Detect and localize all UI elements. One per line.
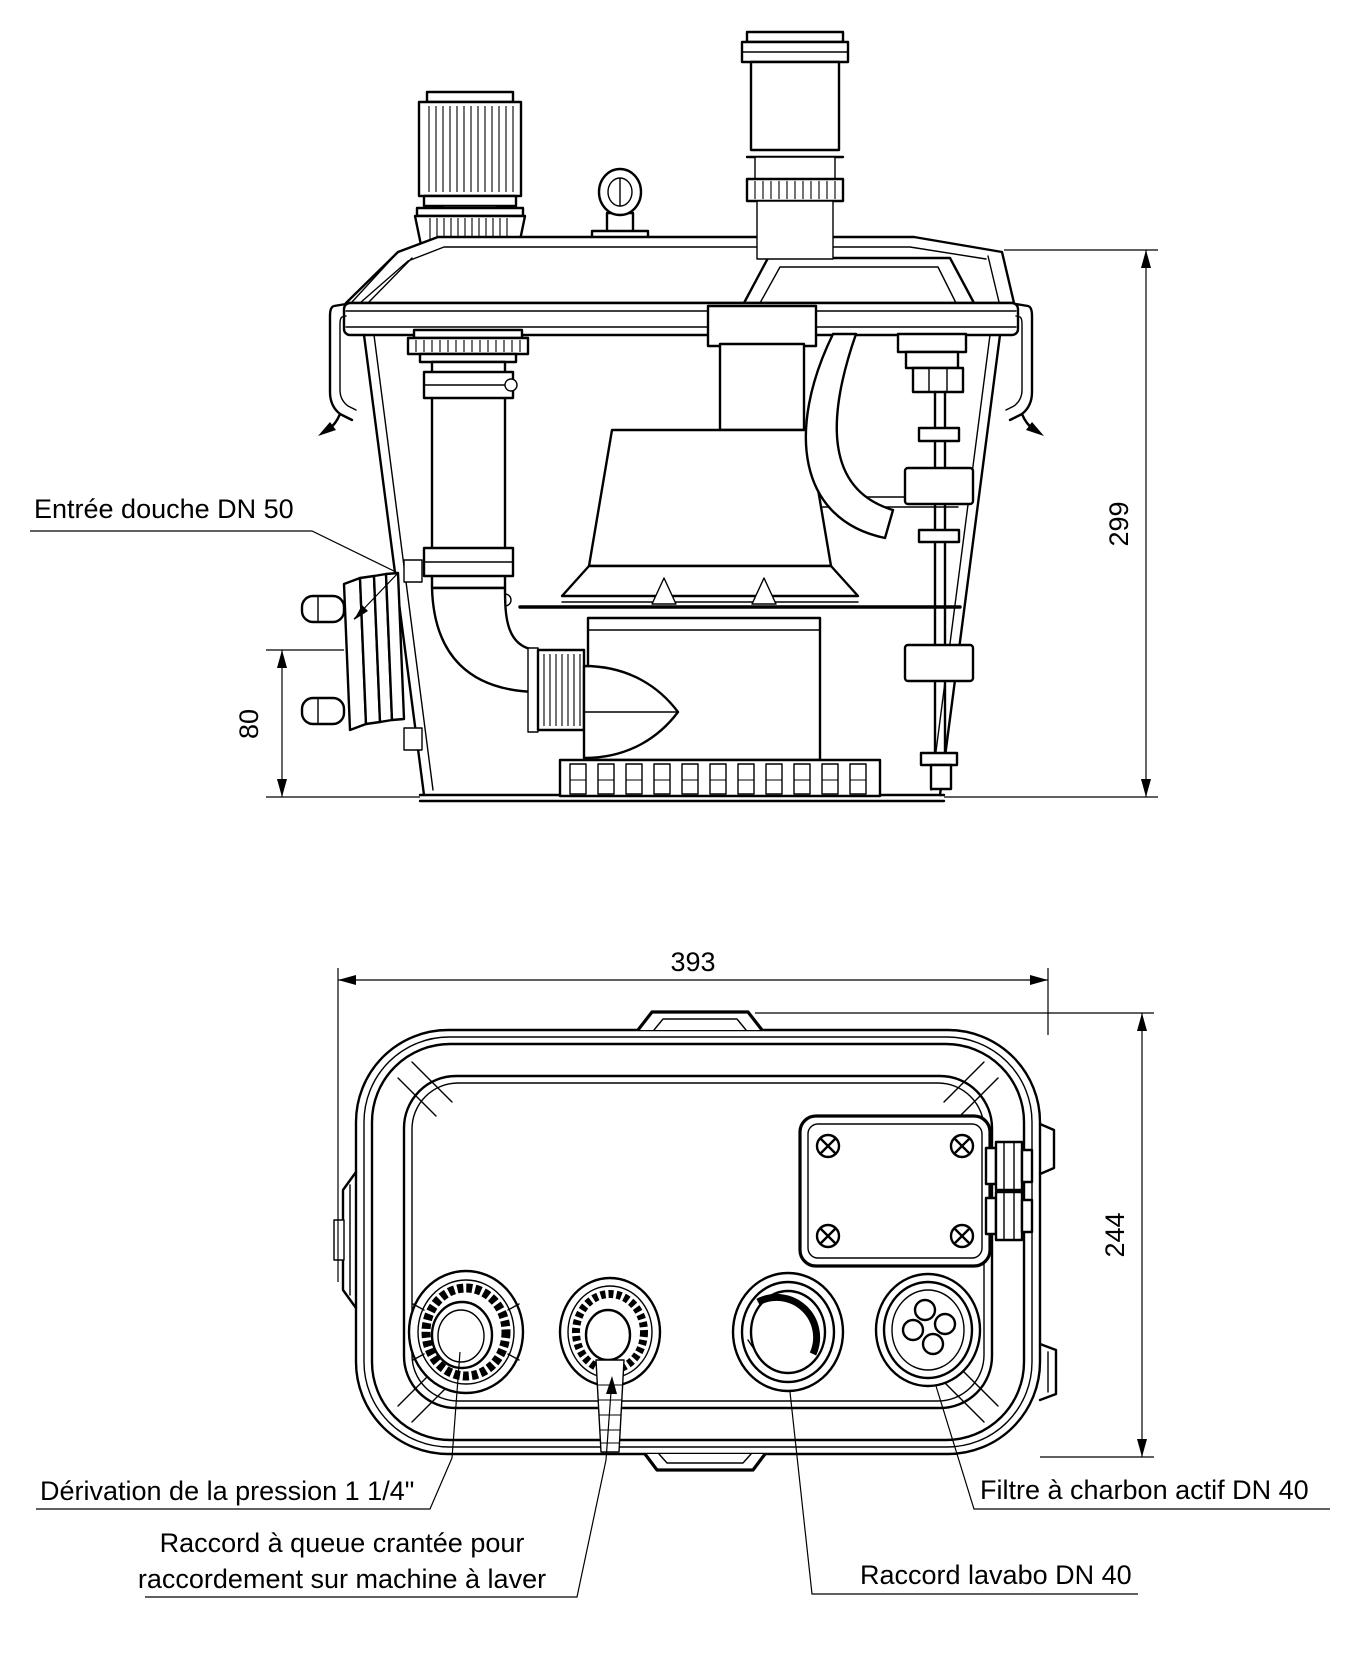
screw-icon xyxy=(817,1135,839,1157)
side-clip-left xyxy=(334,1172,356,1308)
strainer-base xyxy=(560,760,880,796)
check-valve-nut xyxy=(538,650,584,730)
filtre-text: Filtre à charbon actif DN 40 xyxy=(980,1475,1309,1505)
motor-bell xyxy=(562,566,858,596)
column-flange xyxy=(708,306,816,346)
screw-icon xyxy=(817,1225,839,1247)
screw-icon xyxy=(951,1225,973,1247)
machine-text-line1: Raccord à queue crantée pour xyxy=(159,1528,525,1558)
dim-244-text: 244 xyxy=(1100,1212,1130,1258)
inlet-elbow xyxy=(432,588,535,692)
machine-text-line2: raccordement sur machine à laver xyxy=(137,1564,547,1594)
screw-icon xyxy=(951,1135,973,1157)
dim-393-text: 393 xyxy=(670,947,716,977)
side-tab-right-lower xyxy=(1040,1344,1056,1400)
dim-299-text: 299 xyxy=(1104,501,1134,547)
discharge-column xyxy=(720,344,804,430)
float-switch xyxy=(898,334,973,789)
derivation-text: Dérivation de la pression 1 1/4" xyxy=(40,1476,415,1506)
float-upper xyxy=(905,468,973,504)
handle-bottom xyxy=(645,1454,765,1470)
entree-douche-text: Entrée douche DN 50 xyxy=(34,494,294,524)
plan-view xyxy=(36,947,1330,1597)
handle-top xyxy=(638,1012,762,1030)
cable-gland-lower xyxy=(986,1192,1032,1240)
float-lower xyxy=(905,645,973,681)
port-washbasin xyxy=(733,1273,843,1391)
junction-box xyxy=(800,1116,990,1266)
lavabo-text: Raccord lavabo DN 40 xyxy=(860,1560,1132,1590)
side-tab-right-upper xyxy=(1040,1124,1054,1174)
port-carbon-filter xyxy=(876,1274,980,1386)
port-pressure-outlet xyxy=(409,1271,523,1393)
shower-inlet-flange xyxy=(302,560,422,750)
cable-gland-upper xyxy=(986,1142,1032,1190)
carbon-vent-cartridge xyxy=(415,92,525,250)
front-view xyxy=(30,32,1158,801)
lid-boss xyxy=(744,258,974,303)
motor-housing xyxy=(589,430,831,566)
tank-lid xyxy=(346,237,1014,303)
discharge-outlet-pipe xyxy=(742,32,848,259)
dim-80-text: 80 xyxy=(234,708,264,740)
